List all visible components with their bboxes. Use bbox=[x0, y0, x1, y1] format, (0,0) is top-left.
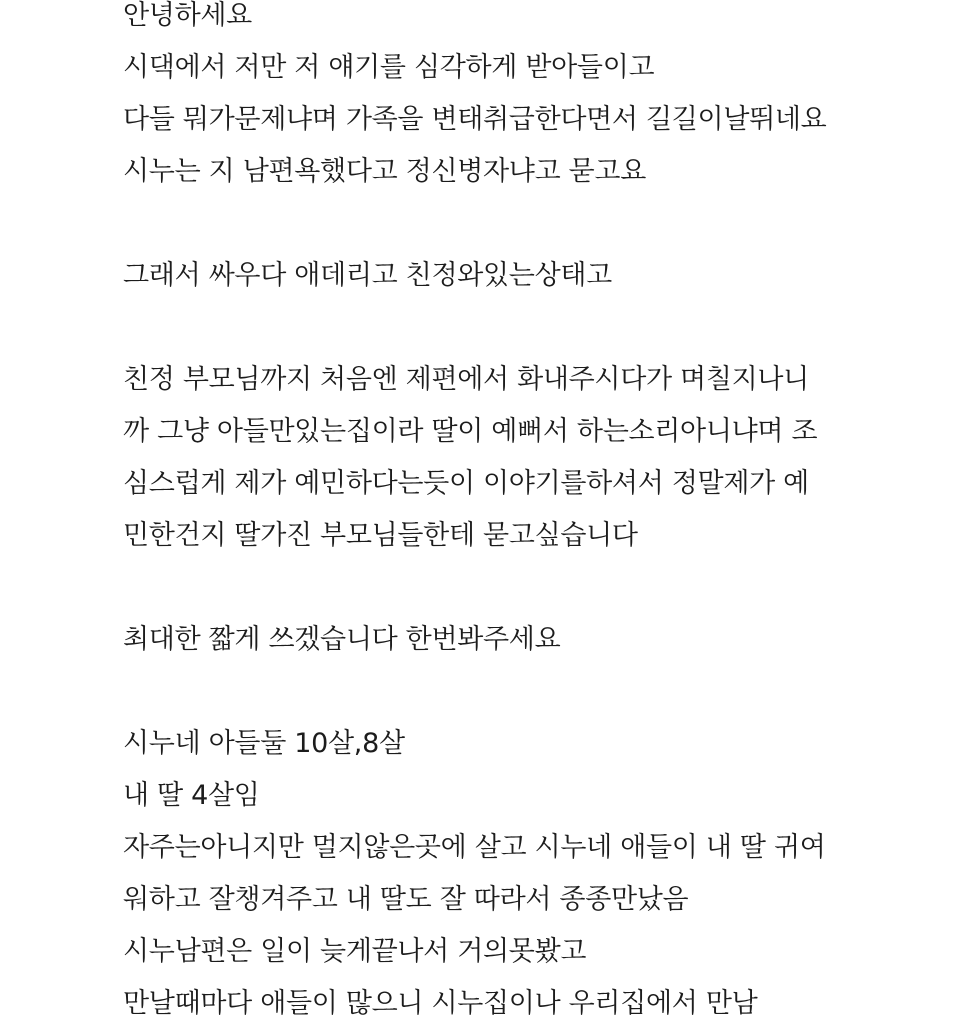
text-line: 안녕하세요 bbox=[123, 0, 252, 31]
blank-line bbox=[123, 198, 943, 250]
text-line: 시누남편은 일이 늦게끝나서 거의못봤고 bbox=[123, 936, 587, 967]
post-body bbox=[123, 0, 943, 1030]
text-line: 시누네 아들둘 10살,8살 bbox=[123, 728, 405, 759]
text-line: 친정 부모님까지 처음엔 제편에서 화내주시다가 며칠지나니 bbox=[123, 364, 809, 395]
text-line: 만날때마다 애들이 많으니 시누집이나 우리집에서 만남 bbox=[123, 988, 758, 1019]
blank-line bbox=[123, 666, 943, 718]
blank-line bbox=[123, 562, 943, 614]
text-line: 다들 뭐가문제냐며 가족을 변태취급한다면서 길길이날뛰네요 bbox=[123, 104, 827, 135]
text-line: 민한건지 딸가진 부모님들한테 묻고싶습니다 bbox=[123, 520, 638, 551]
text-line: 시누는 지 남편욕했다고 정신병자냐고 묻고요 bbox=[123, 156, 646, 187]
text-line: 시댁에서 저만 저 얘기를 심각하게 받아들이고 bbox=[123, 52, 655, 83]
text-line: 그래서 싸우다 애데리고 친정와있는상태고 bbox=[123, 260, 612, 291]
text-line: 까 그냥 아들만있는집이라 딸이 예뻐서 하는소리아니냐며 조 bbox=[123, 416, 818, 447]
blank-line bbox=[123, 302, 943, 354]
text-line: 심스럽게 제가 예민하다는듯이 이야기를하셔서 정말제가 예 bbox=[123, 468, 809, 499]
text-line: 워하고 잘챙겨주고 내 딸도 잘 따라서 종종만났음 bbox=[123, 884, 689, 915]
text-line: 자주는아니지만 멀지않은곳에 살고 시누네 애들이 내 딸 귀여 bbox=[123, 832, 826, 863]
text-line: 최대한 짧게 쓰겠습니다 한번봐주세요 bbox=[123, 624, 561, 655]
text-line: 내 딸 4살임 bbox=[123, 780, 260, 811]
